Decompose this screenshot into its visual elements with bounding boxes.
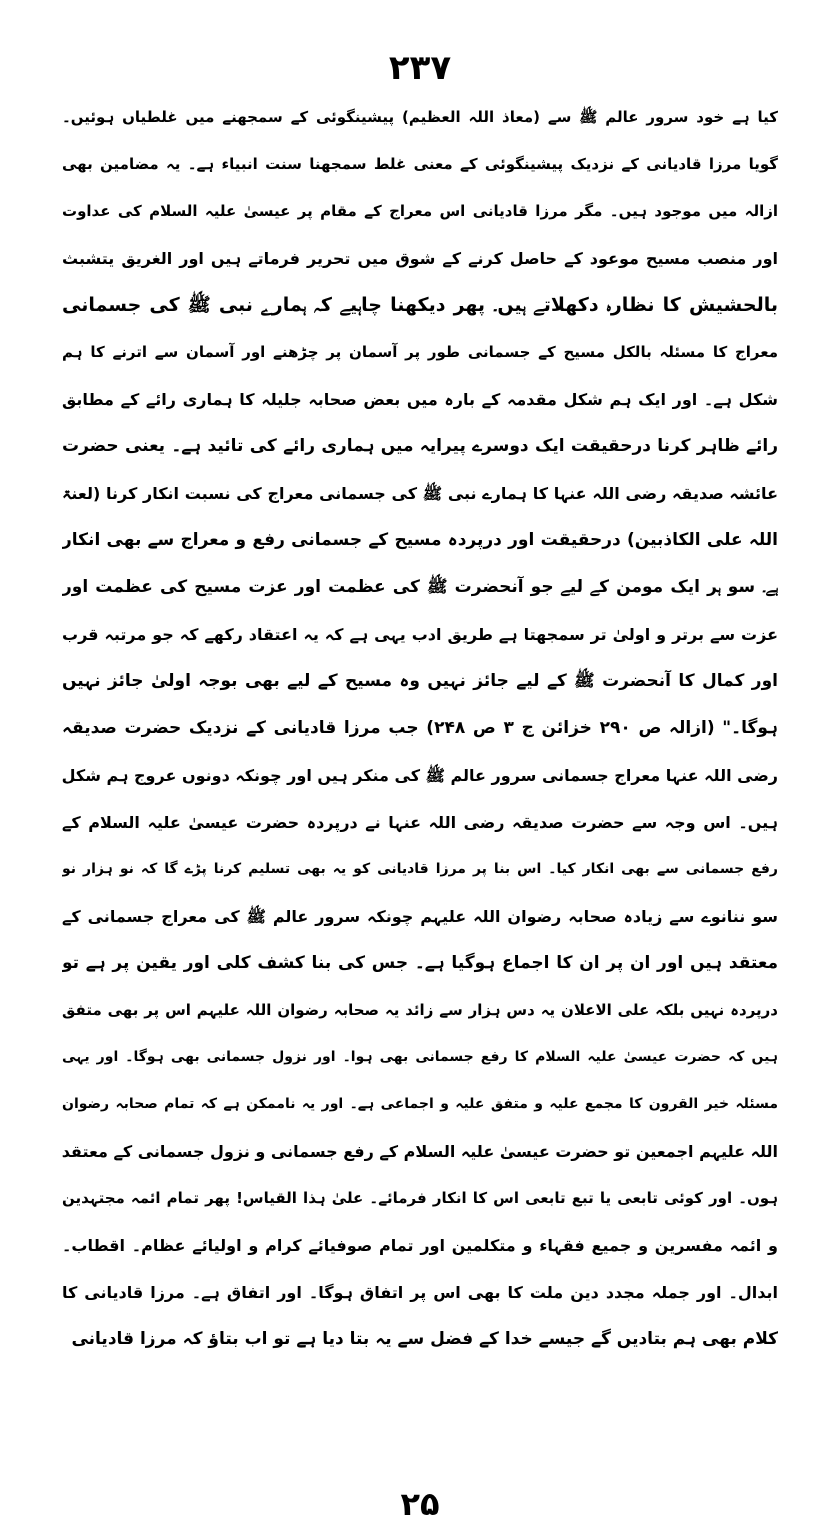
- text-line: رضی اللہ عنہا معراج جسمانی سرور عالم ﷺ کی منکر ہیں اور چونکہ دونوں عروج ہم شکل: [62, 766, 778, 785]
- text-line: ہوں۔ اور کوئی تابعی یا تبع تابعی اس کا انکار فرمائے۔ علیٰ ہذا القیاس! پھر تمام ائمہ مجتہدین: [62, 1189, 778, 1207]
- text-line: اللہ علی الکاذبین) درحقیقت اور درپردہ مسیح کے جسمانی رفع و معراج سے بھی انکار: [62, 530, 778, 550]
- text-line: رائے ظاہر کرنا درحقیقت ایک دوسرے پیرایہ میں ہماری رائے کی تائید ہے۔ یعنی حضرت: [62, 436, 778, 456]
- text-line: گویا مرزا قادیانی کے نزدیک پیشینگوئی کے معنی غلط سمجھنا سنت انبیاء ہے۔ یہ مضامین بھی: [62, 155, 778, 173]
- page-header-number: ۲۳۷: [388, 48, 452, 88]
- text-line: رفع جسمانی سے بھی انکار کیا۔ اس بنا پر مرزا قادیانی کو یہ بھی تسلیم کرنا پڑے گا کہ نو ہزار نو: [62, 861, 778, 877]
- text-line: اور کمال کا آنحضرت ﷺ کے لیے جائز نہیں وہ مسیح کے لیے بھی بوجہ اولیٰ جائز نہیں: [62, 671, 778, 691]
- text-line: مسئلہ خیر القرون کا مجمع علیہ و متفق علیہ و اجماعی ہے۔ اور یہ ناممکن ہے کہ تمام صحابہ رضوان: [62, 1096, 778, 1112]
- text-line: ہیں کہ حضرت عیسیٰ علیہ السلام کا رفع جسمانی بھی ہوا۔ اور نزول جسمانی بھی ہوگا۔ اور یہی: [62, 1049, 778, 1065]
- body-text: [62, 94, 778, 1363]
- text-line: اللہ علیہم اجمعین تو حضرت عیسیٰ علیہ السلام کے رفع جسمانی و نزول جسمانی کے معتقد: [62, 1142, 778, 1161]
- text-line: ازالہ میں موجود ہیں۔ مگر مرزا قادیانی اس معراج کے مقام پر عیسیٰ علیہ السلام کی عداوت: [62, 202, 778, 220]
- text-line: اور منصب مسیح موعود کے حاصل کرنے کے شوق میں تحریر فرماتے ہیں اور الغریق یتشبث: [62, 249, 778, 268]
- text-line: معراج کا مسئلہ بالکل مسیح کے جسمانی طور پر آسمان پر چڑھنے اور آسمان سے اترنے کا ہم: [62, 343, 778, 361]
- text-line: ابدال۔ اور جملہ مجدد دین ملت کا بھی اس پر اتفاق ہوگا۔ اور اتفاق ہے۔ مرزا قادیانی کا: [62, 1283, 778, 1302]
- text-line: ہوگا۔" (ازالہ ص ۲۹۰ خزائن ج ۳ ص ۲۴۸) جب مرزا قادیانی کے نزدیک حضرت صدیقہ: [62, 718, 778, 738]
- text-line: ہیں۔ اس وجہ سے حضرت صدیقہ رضی اللہ عنہا نے درپردہ حضرت عیسیٰ علیہ السلام کے: [62, 813, 778, 832]
- text-line: بالحشیش کا نظارہ دکھلاتے ہیں۔ پھر دیکھنا چاہیے کہ ہمارے نبی ﷺ کی جسمانی: [62, 294, 778, 316]
- text-line: معتقد ہیں اور ان پر ان کا اجماع ہوگیا ہے۔ جس کی بنا کشف کلی اور یقین پر ہے تو: [62, 953, 778, 973]
- text-line: کلام بھی ہم بتادیں گے جیسے خدا کے فضل سے یہ بتا دیا ہے تو اب بتاؤ کہ مرزا قادیانی: [71, 1329, 778, 1349]
- text-line: عزت سے برتر و اولیٰ تر سمجھتا ہے طریق ادب یہی ہے کہ یہ اعتقاد رکھے کہ جو مرتبہ قرب: [62, 625, 778, 644]
- page-footer-number: ۲۵: [400, 1485, 440, 1523]
- text-line: سو ننانوے سے زیادہ صحابہ رضوان اللہ علیہم چونکہ سرور عالم ﷺ کی معراج جسمانی کے: [62, 907, 778, 926]
- text-line: ہے۔ سو ہر ایک مومن کے لیے جو آنحضرت ﷺ کی عظمت اور عزت مسیح کی عظمت اور: [62, 577, 778, 597]
- text-line: و ائمہ مفسرین و جمیع فقہاء و متکلمین اور تمام صوفیائے کرام و اولیائے عظام۔ اقطاب۔: [62, 1236, 778, 1255]
- text-line: شکل ہے۔ اور ایک ہم شکل مقدمہ کے بارہ میں بعض صحابہ جلیلہ کا ہماری رائے کے مطابق: [62, 390, 778, 409]
- text-line: عائشہ صدیقہ رضی اللہ عنہا کا ہمارے نبی ﷺ کی جسمانی معراج کی نسبت انکار کرنا (لعنۃ: [62, 484, 778, 503]
- text-line: درپردہ نہیں بلکہ علی الاعلان یہ دس ہزار سے زائد یہ صحابہ رضوان اللہ علیہم اس پر بھی متفق: [62, 1001, 778, 1019]
- text-line: کیا ہے خود سرور عالم ﷺ سے (معاذ اللہ العظیم) پیشینگوئی کے سمجھنے میں غلطیاں ہوئیں۔: [62, 108, 778, 126]
